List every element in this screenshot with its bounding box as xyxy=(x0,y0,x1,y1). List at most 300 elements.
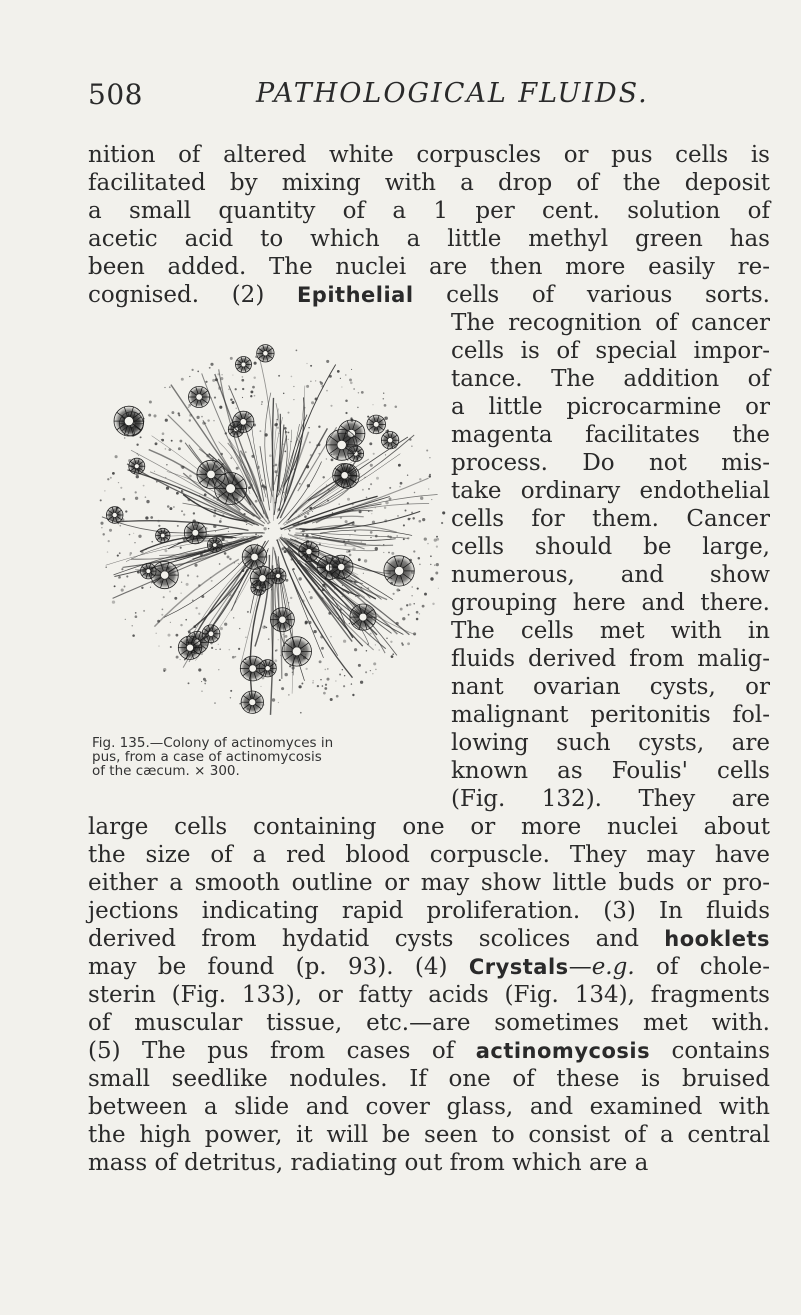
text-line: between a slide and cover glass, and examined with xyxy=(88,1094,770,1120)
granule xyxy=(358,558,361,561)
granule xyxy=(389,497,392,500)
text-line: known as Foulis' cells xyxy=(451,758,770,784)
granule xyxy=(306,534,309,537)
granule xyxy=(282,634,283,635)
granule xyxy=(188,682,190,684)
granule xyxy=(162,432,165,435)
granule xyxy=(370,633,372,635)
granule xyxy=(429,474,431,476)
granule xyxy=(132,625,133,626)
granule xyxy=(305,668,307,670)
granule xyxy=(243,513,245,515)
granule xyxy=(254,362,257,365)
granule xyxy=(219,563,221,565)
granule xyxy=(284,550,287,553)
granule xyxy=(250,390,253,393)
granule xyxy=(211,580,213,582)
club-rosette xyxy=(329,555,353,579)
club-rosette xyxy=(233,411,254,432)
club-rosette xyxy=(381,432,399,449)
filament xyxy=(312,495,438,524)
granule xyxy=(283,492,284,493)
granule xyxy=(361,587,362,588)
granule xyxy=(328,612,331,615)
granule xyxy=(146,500,149,503)
granule xyxy=(150,516,153,519)
granule xyxy=(210,577,211,578)
granule xyxy=(436,563,439,566)
granule xyxy=(203,678,206,681)
granule xyxy=(298,685,301,688)
club-rosette xyxy=(299,542,319,562)
granule xyxy=(148,414,151,417)
granule xyxy=(274,659,277,662)
granule xyxy=(304,515,307,518)
granule xyxy=(242,397,243,398)
granule xyxy=(372,404,373,405)
granule xyxy=(213,497,215,499)
club-rosette xyxy=(384,556,414,586)
text-line: tance. The addition of xyxy=(451,366,770,392)
granule xyxy=(242,388,244,390)
granule xyxy=(383,544,384,545)
granule xyxy=(396,622,399,625)
granule xyxy=(187,498,190,501)
granule xyxy=(306,363,307,364)
club-rosette xyxy=(114,406,144,436)
granule xyxy=(107,478,109,480)
granule xyxy=(239,591,240,592)
granule xyxy=(368,488,370,490)
granule xyxy=(214,397,216,399)
granule xyxy=(355,596,356,597)
granule xyxy=(259,430,261,432)
club-rosette xyxy=(241,691,264,713)
granule xyxy=(135,491,137,493)
granule xyxy=(331,459,334,462)
granule xyxy=(412,586,413,587)
granule xyxy=(229,558,231,560)
granule xyxy=(141,587,143,589)
granule xyxy=(276,540,277,541)
text-line: derived from hydatid cysts scolices and hooklets xyxy=(88,926,770,952)
granule xyxy=(290,597,292,599)
granule xyxy=(364,477,365,478)
granule xyxy=(264,486,267,489)
granule xyxy=(332,512,333,513)
granule xyxy=(370,670,371,671)
granule xyxy=(307,513,309,515)
granule xyxy=(173,506,175,508)
figure-caption xyxy=(92,736,332,778)
granule xyxy=(310,381,311,382)
granule xyxy=(229,594,231,596)
bold-term-crystals: Crystals xyxy=(468,955,569,979)
granule xyxy=(407,502,409,504)
granule xyxy=(213,420,215,422)
granule xyxy=(367,416,369,418)
granule xyxy=(145,549,146,550)
granule xyxy=(353,388,354,389)
granule xyxy=(412,517,414,519)
granule xyxy=(136,444,138,446)
granule xyxy=(209,367,211,369)
granule xyxy=(293,568,295,570)
granule xyxy=(354,580,357,583)
granule xyxy=(204,683,206,685)
granule xyxy=(413,632,416,635)
granule xyxy=(104,490,105,491)
granule xyxy=(121,568,123,570)
granule xyxy=(384,404,387,407)
granule xyxy=(319,660,322,663)
granule xyxy=(242,376,244,378)
granule xyxy=(396,535,398,537)
granule xyxy=(327,668,329,670)
granule xyxy=(241,379,244,382)
granule xyxy=(407,642,410,645)
granule xyxy=(204,493,207,496)
granule xyxy=(432,603,434,605)
granule xyxy=(278,639,279,640)
granule xyxy=(390,641,392,643)
granule xyxy=(232,656,235,659)
granule xyxy=(312,511,313,512)
granule xyxy=(342,669,343,670)
granule xyxy=(162,609,164,611)
club-rosette xyxy=(236,357,252,373)
granule xyxy=(292,672,293,673)
granule xyxy=(409,438,411,440)
caption-line: pus, from a case of actinomycosis xyxy=(92,749,322,765)
club-rosette xyxy=(197,460,225,488)
granule xyxy=(274,502,276,504)
granule xyxy=(370,537,371,538)
granule xyxy=(322,584,325,587)
text-line: The cells met with in xyxy=(451,618,770,644)
granule xyxy=(257,466,260,469)
granule xyxy=(261,403,263,405)
granule xyxy=(135,497,138,500)
granule xyxy=(419,564,420,565)
granule xyxy=(358,392,359,393)
granule xyxy=(179,488,180,489)
granule xyxy=(354,648,357,651)
granule xyxy=(278,702,279,703)
granule xyxy=(197,371,199,373)
granule xyxy=(213,515,216,518)
granule xyxy=(124,437,125,438)
granule xyxy=(325,586,327,588)
granule xyxy=(320,635,323,638)
granule xyxy=(345,399,348,402)
text-line: (5) The pus from cases of actinomycosis contains xyxy=(88,1038,771,1064)
granule xyxy=(326,360,329,363)
granule xyxy=(317,685,319,687)
granule xyxy=(288,412,290,414)
granule xyxy=(348,540,350,542)
granule xyxy=(345,412,347,414)
granule xyxy=(264,433,267,436)
granule xyxy=(200,553,203,556)
granule xyxy=(281,534,282,535)
club-rosette xyxy=(250,566,274,590)
granule xyxy=(224,552,227,555)
granule xyxy=(399,486,401,488)
granule xyxy=(254,395,256,397)
granule xyxy=(210,363,213,366)
granule xyxy=(308,621,311,624)
granule xyxy=(416,618,419,621)
granule xyxy=(400,608,403,611)
granule xyxy=(141,551,144,554)
granule xyxy=(284,427,287,430)
granule xyxy=(427,543,428,544)
granule xyxy=(135,612,137,614)
text-line: nant ovarian cysts, or xyxy=(451,674,770,700)
granule xyxy=(192,600,194,602)
granule xyxy=(383,552,384,553)
text-line: large cells containing one or more nuclei about xyxy=(88,814,770,840)
granule xyxy=(288,694,289,695)
granule xyxy=(136,475,139,478)
granule xyxy=(301,683,303,685)
granule xyxy=(267,550,268,551)
granule xyxy=(395,405,398,408)
granule xyxy=(387,535,389,537)
granule xyxy=(119,552,121,554)
granule xyxy=(422,605,425,608)
granule xyxy=(189,419,191,421)
granule xyxy=(313,630,316,633)
granule xyxy=(389,487,391,489)
granule xyxy=(165,477,166,478)
club-rosette xyxy=(202,625,220,643)
granule xyxy=(180,659,181,660)
text-line: the size of a red blood corpuscle. They may have xyxy=(88,842,770,868)
granule xyxy=(357,407,359,409)
granule xyxy=(219,406,222,409)
text-line: been added. The nuclei are then more easily re- xyxy=(88,254,770,280)
granule xyxy=(197,575,199,577)
text-line: jections indicating rapid proliferation. (3) In fluids xyxy=(88,898,770,924)
granule xyxy=(400,482,403,485)
granule xyxy=(189,376,190,377)
granule xyxy=(218,644,219,645)
granule xyxy=(164,549,167,552)
granule xyxy=(366,650,368,652)
granule xyxy=(293,386,294,387)
granule xyxy=(219,520,222,523)
club-rosette xyxy=(270,608,294,632)
granule xyxy=(271,589,272,590)
granule xyxy=(158,646,159,647)
granule xyxy=(220,377,223,380)
granule xyxy=(419,613,420,614)
granule xyxy=(143,485,145,487)
granule xyxy=(430,564,431,565)
text-line: cells should be large, xyxy=(451,534,770,560)
granule xyxy=(169,386,171,388)
granule xyxy=(118,576,121,579)
granule xyxy=(231,457,232,458)
granule xyxy=(145,516,148,519)
granule xyxy=(344,675,345,676)
granule xyxy=(264,626,266,628)
granule xyxy=(352,503,354,505)
club-rosette xyxy=(326,430,357,461)
granule xyxy=(298,516,300,518)
granule xyxy=(230,357,233,360)
granule xyxy=(279,679,281,681)
granule xyxy=(230,697,231,698)
granule xyxy=(323,692,326,695)
granule xyxy=(294,468,296,470)
granule xyxy=(383,393,384,394)
granule xyxy=(145,496,147,498)
granule xyxy=(228,389,229,390)
granule xyxy=(348,550,350,552)
granule xyxy=(342,596,343,597)
granule xyxy=(198,613,200,615)
club-rosette xyxy=(141,563,157,579)
granule xyxy=(391,655,394,658)
granule xyxy=(204,619,205,620)
granule xyxy=(368,510,369,511)
granule xyxy=(150,587,151,588)
granule xyxy=(217,373,219,375)
filament xyxy=(304,504,381,524)
granule xyxy=(227,555,230,558)
granule xyxy=(124,586,126,588)
granule xyxy=(222,538,225,541)
granule xyxy=(436,546,438,548)
granule xyxy=(236,408,237,409)
granule xyxy=(337,370,340,373)
granule xyxy=(310,596,313,599)
granule xyxy=(171,411,174,414)
granule xyxy=(126,575,128,577)
granule xyxy=(398,464,401,467)
text-line: the high power, it will be seen to consist of a central xyxy=(88,1122,770,1148)
granule xyxy=(352,522,355,525)
granule xyxy=(170,646,172,648)
granule xyxy=(403,538,405,540)
granule xyxy=(373,453,375,455)
granule xyxy=(370,464,373,467)
bold-term-epithelial: Epithelial xyxy=(296,283,414,307)
granule xyxy=(316,444,318,446)
granule xyxy=(343,685,345,687)
granule xyxy=(170,622,171,623)
granule xyxy=(322,588,325,591)
granule xyxy=(281,687,284,690)
filament xyxy=(171,385,263,518)
granule xyxy=(343,540,345,542)
granule xyxy=(238,648,240,650)
granule xyxy=(436,538,439,541)
granule xyxy=(417,588,419,590)
granule xyxy=(246,524,247,525)
granule xyxy=(125,510,127,512)
granule xyxy=(285,579,288,582)
granule xyxy=(114,585,116,587)
granule xyxy=(436,536,438,538)
granule xyxy=(247,611,249,613)
granule xyxy=(279,433,280,434)
granule xyxy=(321,597,323,599)
granule xyxy=(210,397,211,398)
granule xyxy=(201,690,202,691)
granule xyxy=(319,537,320,538)
granule xyxy=(215,512,216,513)
granule xyxy=(212,379,215,382)
text-line: malignant peritonitis fol- xyxy=(451,702,770,728)
granule xyxy=(311,401,314,404)
granule xyxy=(272,698,275,701)
granule xyxy=(290,441,291,442)
text-line: take ordinary endothelial xyxy=(451,478,770,504)
granule xyxy=(180,466,182,468)
granule xyxy=(384,519,387,522)
granule xyxy=(149,401,152,404)
granule xyxy=(330,698,333,701)
granule xyxy=(273,465,275,467)
granule xyxy=(402,617,405,620)
granule xyxy=(385,454,386,455)
granule xyxy=(351,683,352,684)
granule xyxy=(207,419,209,421)
granule xyxy=(411,446,412,447)
granule xyxy=(234,562,235,563)
granule xyxy=(409,603,412,606)
granule xyxy=(250,395,252,397)
granule xyxy=(360,681,363,684)
granule xyxy=(429,457,430,458)
granule xyxy=(178,412,180,414)
granule xyxy=(289,665,291,667)
granule xyxy=(408,614,410,616)
filament xyxy=(106,536,254,565)
granule xyxy=(291,558,293,560)
granule xyxy=(364,559,367,562)
granule xyxy=(418,520,421,523)
granule xyxy=(302,529,305,532)
granule xyxy=(422,518,425,521)
granule xyxy=(262,480,263,481)
club-rosette xyxy=(106,507,123,524)
granule xyxy=(370,483,372,485)
granule xyxy=(163,596,165,598)
granule xyxy=(220,453,223,456)
text-line: of muscular tissue, etc.—are sometimes met with. xyxy=(88,1010,770,1036)
granule xyxy=(105,566,107,568)
granule xyxy=(375,547,378,550)
granule xyxy=(327,488,329,490)
granule xyxy=(297,538,298,539)
granule xyxy=(193,501,195,503)
club-rosette xyxy=(242,545,267,570)
granule xyxy=(198,584,200,586)
club-rosette xyxy=(350,604,376,630)
granule xyxy=(375,669,377,671)
granule xyxy=(193,625,196,628)
granule xyxy=(325,684,327,686)
granule xyxy=(260,686,261,687)
granule xyxy=(119,525,121,527)
granule xyxy=(232,375,233,376)
granule xyxy=(125,619,126,620)
